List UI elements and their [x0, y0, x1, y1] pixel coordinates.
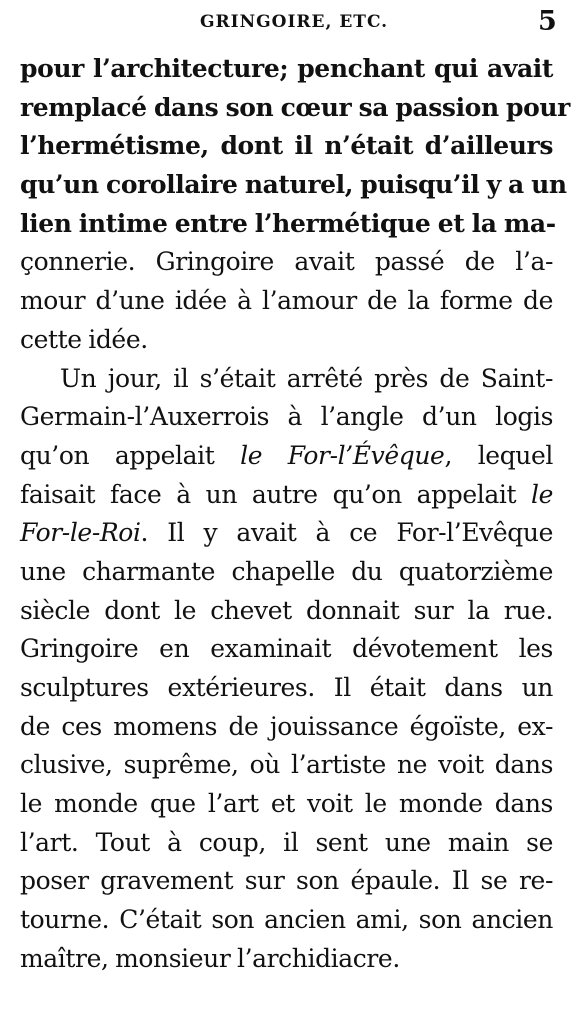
- text-line: [20, 282, 553, 321]
- text-line: [20, 50, 553, 89]
- text-line: [20, 437, 553, 476]
- text-line: [20, 553, 553, 592]
- text-segment: pour l’architecture; penchant qui avait: [20, 54, 553, 83]
- text-line: [20, 940, 553, 979]
- text-line: [20, 127, 553, 166]
- text-segment: maître, monsieur l’archidiacre.: [20, 943, 400, 973]
- text-segment: sculptures extérieures. Il était dans un: [20, 673, 553, 702]
- text-line: [20, 514, 553, 553]
- page-number: 5: [538, 6, 557, 37]
- text-line: [20, 630, 553, 669]
- text-segment: tourne. C’était son ancien ami, son ancien: [20, 905, 553, 935]
- text-line: [20, 824, 553, 863]
- text-segment: lien intime entre l’hermétique et la ma-: [20, 208, 556, 238]
- text-segment: remplacé dans son cœur sa passion pour: [20, 92, 570, 122]
- text-segment: une charmante chapelle du quatorzième: [20, 556, 553, 586]
- text-segment: cette idée.: [20, 324, 148, 354]
- text-segment: faisait face à un autre qu’on appelait: [20, 479, 531, 509]
- text-line: [20, 398, 553, 437]
- text-segment: l’art. Tout à coup, il sent une main se: [20, 827, 553, 857]
- text-segment: Germain-l’Auxerrois à l’angle d’un logis: [20, 402, 553, 432]
- running-head: [0, 6, 572, 42]
- text-line: [20, 746, 553, 785]
- text-line: [20, 89, 570, 128]
- text-segment: poser gravement sur son épaule. Il se re-: [20, 866, 553, 896]
- text-line: [20, 708, 553, 747]
- text-line: [20, 205, 556, 244]
- body-text: [20, 50, 570, 979]
- text-line: [20, 669, 553, 708]
- text-segment: qu’on appelait: [20, 440, 241, 470]
- text-segment: de ces momens de jouissance égoïste, ex-: [20, 711, 553, 741]
- italic-text: le: [531, 479, 553, 509]
- text-segment: l’hermétisme, dont il n’était d’ailleurs: [20, 131, 553, 161]
- text-segment: mour d’une idée à l’amour de la forme de: [20, 286, 553, 316]
- text-line: [20, 166, 567, 205]
- text-line: [20, 321, 553, 360]
- text-segment: Gringoire en examinait dévotement les: [20, 634, 553, 664]
- running-title: GRINGOIRE, ETC.: [200, 12, 389, 32]
- italic-text: le For-l’Évêque: [240, 440, 445, 470]
- text-segment: qu’un corollaire naturel, puisqu’il y a un: [20, 170, 567, 200]
- text-segment: clusive, suprême, où l’artiste ne voit dans: [20, 750, 553, 780]
- text-segment: Un jour, il s’était arrêté près de Saint-: [60, 363, 553, 393]
- text-line: [20, 592, 553, 631]
- text-line: [20, 862, 553, 901]
- text-line: [20, 785, 553, 824]
- text-line: [20, 243, 553, 282]
- text-line: [20, 360, 553, 399]
- text-line: [20, 901, 553, 940]
- text-segment: . Il y avait à ce For-l’Evêque: [140, 518, 553, 548]
- text-line: [20, 476, 553, 515]
- italic-text: For-le-Roi: [20, 518, 141, 548]
- text-segment: , lequel: [444, 440, 553, 470]
- text-segment: çonnerie. Gringoire avait passé de l’a-: [20, 247, 553, 277]
- text-segment: le monde que l’art et voit le monde dans: [20, 789, 553, 819]
- text-segment: siècle dont le chevet donnait sur la rue.: [20, 595, 553, 625]
